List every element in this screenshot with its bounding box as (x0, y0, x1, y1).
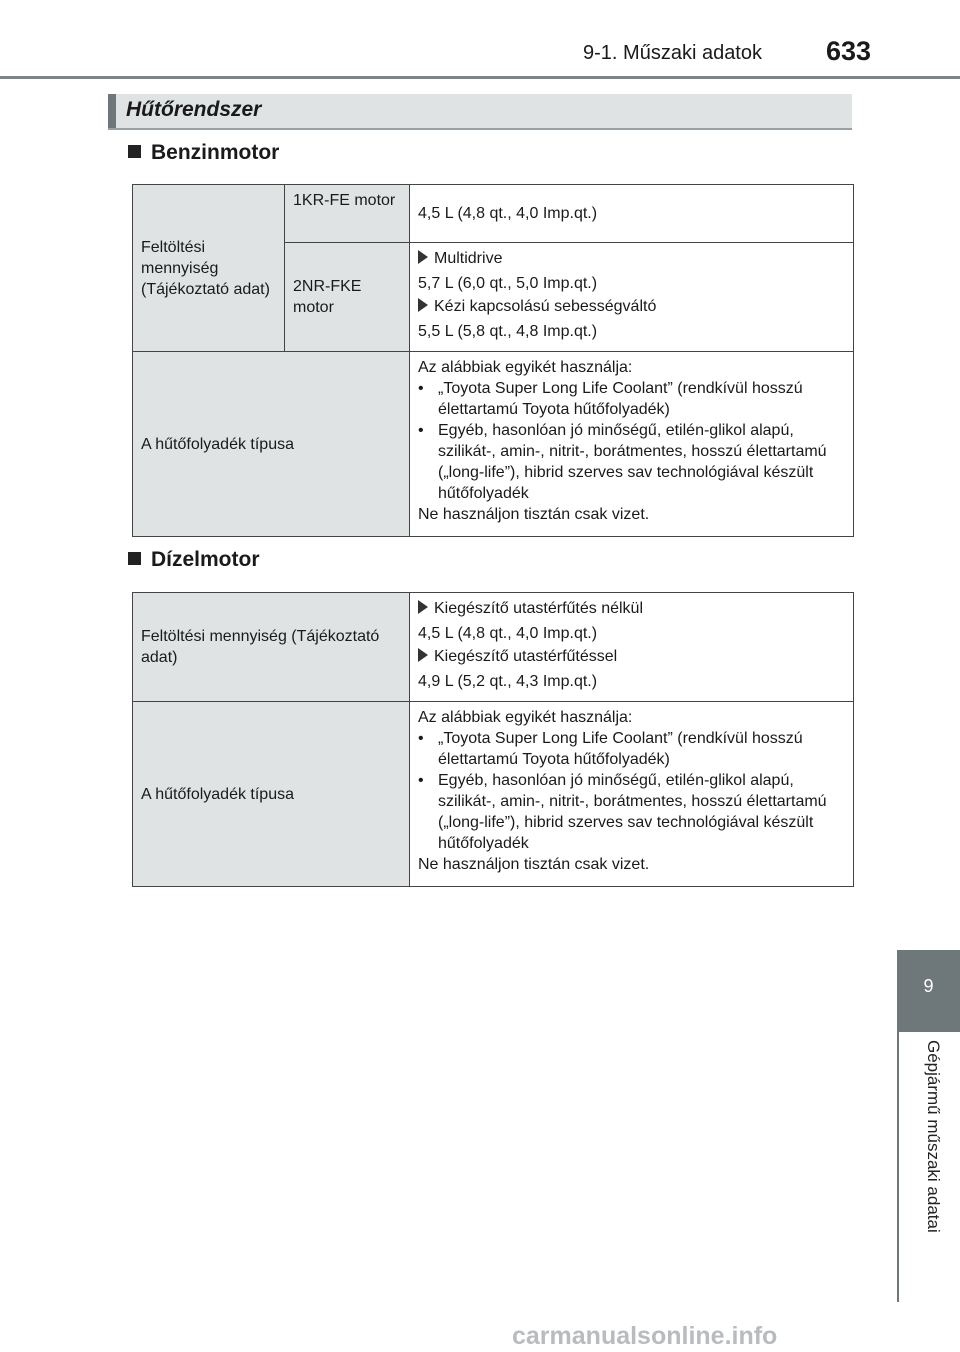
coolant-bullet-text: Egyéb, hasonlóan jó minőségű, etilén-glikol alapú, szilikát-, amin-, nitrit-, borátmentes, hosszú élettartamú („long-life”), hibrid szerves sav technológiával készült hűtőfolyadék (438, 772, 827, 852)
option-row (418, 646, 845, 667)
petrol-capacity-label: Feltöltési mennyiség (Tájékoztató adat) (133, 185, 285, 352)
diesel-capacity-label: Feltöltési mennyiség (Tájékoztató adat) (133, 593, 410, 702)
diesel-heading-text: Dízelmotor (151, 548, 260, 571)
engine1-name: 1KR-FE motor (285, 185, 410, 243)
coolant-bullet-text: „Toyota Super Long Life Coolant” (rendkívül hosszú élettartamú Toyota hűtőfolyadék) (438, 730, 803, 768)
coolant-bullet-text: „Toyota Super Long Life Coolant” (rendkívül hosszú élettartamú Toyota hűtőfolyadék) (438, 380, 803, 418)
coolant-note: Ne használjon tisztán csak vizet. (418, 856, 650, 873)
option-label: Kézi kapcsolású sebességváltó (434, 298, 657, 315)
coolant-bullet-text: Egyéb, hasonlóan jó minőségű, etilén-glikol alapú, szilikát-, amin-, nitrit-, borátmentes, hosszú élettartamú („long-life”), hibrid szerves sav technológiával készült hűtőfolyadék (438, 422, 827, 502)
table-row (133, 702, 854, 887)
option-label: Multidrive (434, 250, 503, 267)
section-title-bar (108, 94, 852, 130)
coolant-bullet: • „Toyota Super Long Life Coolant” (rendkívül hosszú élettartamú Toyota hűtőfolyadék) (418, 730, 803, 768)
diesel-capacity-values (410, 593, 854, 702)
triangle-bullet-icon (418, 600, 428, 614)
option-row (418, 248, 845, 269)
diesel-coolant-text (410, 702, 854, 887)
option-value: 5,7 L (6,0 qt., 5,0 Imp.qt.) (418, 275, 598, 292)
page-number: 633 (826, 36, 872, 66)
square-bullet-icon (128, 145, 141, 158)
diesel-spec-table (132, 592, 854, 887)
coolant-intro: Az alábbiak egyikét használja: (418, 709, 633, 726)
chapter-number: 9 (923, 976, 934, 996)
chapter-label: Gépjármű műszaki adatai (924, 1040, 943, 1233)
triangle-bullet-icon (418, 250, 428, 264)
option-label: Kiegészítő utastérfűtés nélkül (434, 600, 644, 617)
petrol-coolant-text (410, 352, 854, 537)
triangle-bullet-icon (418, 648, 428, 662)
petrol-coolant-label: A hűtőfolyadék típusa (133, 352, 410, 537)
coolant-intro: Az alábbiak egyikét használja: (418, 359, 633, 376)
table-row (133, 593, 854, 702)
square-bullet-icon (128, 552, 141, 565)
watermark: carmanualsonline.info (512, 1322, 778, 1350)
diesel-heading (128, 548, 260, 572)
triangle-bullet-icon (418, 298, 428, 312)
option-value: 4,9 L (5,2 qt., 4,3 Imp.qt.) (418, 673, 598, 690)
petrol-heading (128, 141, 279, 165)
option-value: 5,5 L (5,8 qt., 4,8 Imp.qt.) (418, 323, 598, 340)
header-rule (0, 76, 960, 79)
diesel-coolant-label: A hűtőfolyadék típusa (133, 702, 410, 887)
table-row (133, 352, 854, 537)
section-title: Hűtőrendszer (126, 98, 262, 121)
option-row (418, 296, 845, 317)
option-value: 4,5 L (4,8 qt., 4,0 Imp.qt.) (418, 625, 598, 642)
coolant-note: Ne használjon tisztán csak vizet. (418, 506, 650, 523)
option-row (418, 598, 845, 619)
engine1-value: 4,5 L (4,8 qt., 4,0 Imp.qt.) (410, 185, 854, 243)
table-row (133, 185, 854, 243)
engine2-values (410, 243, 854, 352)
option-label: Kiegészítő utastérfűtéssel (434, 648, 618, 665)
coolant-bullet: • Egyéb, hasonlóan jó minőségű, etilén-glikol alapú, szilikát-, amin-, nitrit-, borátmentes, hosszú élettartamú („long-life”), hibrid szerves sav technológiával készült hűtőfolyadék (418, 422, 827, 502)
chapter-tab (897, 950, 960, 1032)
petrol-spec-table (132, 184, 854, 537)
coolant-bullet: • Egyéb, hasonlóan jó minőségű, etilén-glikol alapú, szilikát-, amin-, nitrit-, borátmentes, hosszú élettartamú („long-life”), hibrid szerves sav technológiával készült hűtőfolyadék (418, 772, 827, 852)
coolant-bullet: • „Toyota Super Long Life Coolant” (rendkívül hosszú élettartamú Toyota hűtőfolyadék) (418, 380, 803, 418)
section-accent (108, 94, 116, 128)
engine2-name: 2NR-FKE motor (285, 243, 410, 352)
petrol-heading-text: Benzinmotor (151, 141, 280, 164)
header-title: 9-1. Műszaki adatok (583, 42, 762, 64)
